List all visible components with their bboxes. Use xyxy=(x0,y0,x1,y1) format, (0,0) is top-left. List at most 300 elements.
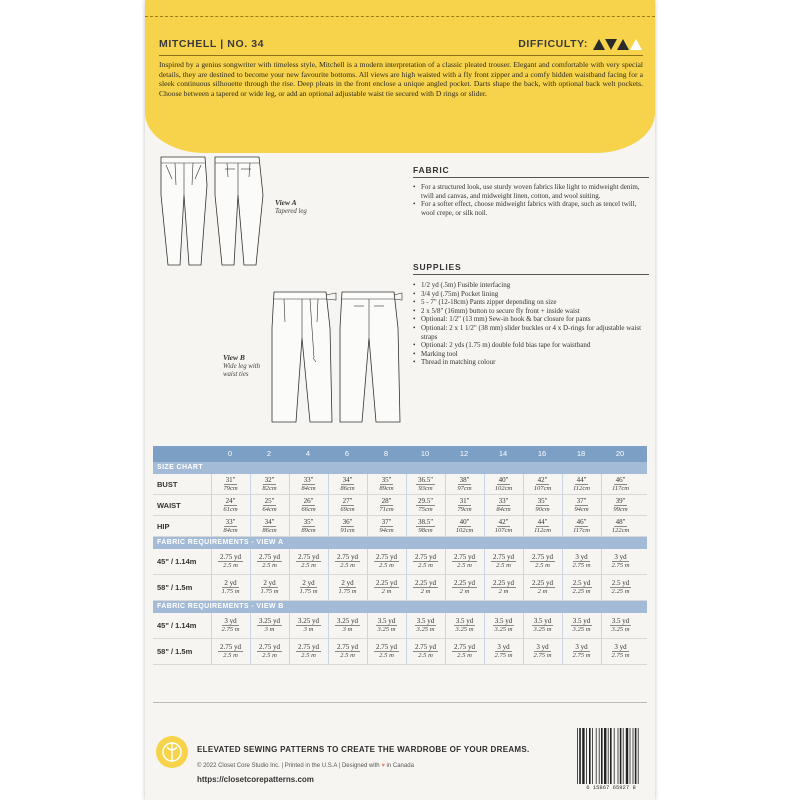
table-cell xyxy=(601,639,639,664)
table-cell xyxy=(562,474,600,494)
cell-value-secondary: 1.75 m xyxy=(260,588,279,595)
pattern-name: MITCHELL | NO. 34 xyxy=(159,38,265,50)
cell-value-secondary: 117cm xyxy=(572,526,591,534)
cell-value-primary: 34" xyxy=(264,517,275,526)
barcode-bar xyxy=(586,728,587,784)
supply-item: • Optional: 2 x 1 1/2" (38 mm) slider buckles or 4 x D-rings for adjustable waist straps xyxy=(413,324,651,341)
table-cell xyxy=(289,549,327,574)
view-a-illustration xyxy=(155,155,270,270)
cell-value-primary: 2.25 yd xyxy=(415,579,436,587)
cell-value-secondary: 2 m xyxy=(420,588,431,595)
cell-value-primary: 2.75 yd xyxy=(337,553,358,561)
cell-value-primary: 3 yd xyxy=(614,643,627,651)
cell-value-secondary: 3.25 m xyxy=(533,626,552,633)
cell-value-secondary: 2.75 m xyxy=(611,652,630,659)
cell-value-primary: 33" xyxy=(225,517,236,526)
cell-value-secondary: 79cm xyxy=(223,484,238,492)
size-header-cell: 10 xyxy=(420,449,430,458)
table-cell xyxy=(406,495,444,515)
table-cell xyxy=(289,474,327,494)
table-cell xyxy=(406,639,444,664)
cell-value-secondary: 84cm xyxy=(301,484,316,492)
table-cell xyxy=(523,639,561,664)
cell-value-secondary: 69cm xyxy=(340,505,355,513)
table-row xyxy=(153,516,647,537)
cell-value-secondary: 2.5 m xyxy=(340,562,355,569)
cell-value-secondary: 2 m xyxy=(459,588,470,595)
barcode-bar xyxy=(614,728,615,784)
fabric-list xyxy=(413,183,651,217)
table-cell xyxy=(328,639,366,664)
fabric-rule xyxy=(413,177,649,178)
cell-value-secondary: 86cm xyxy=(340,484,355,492)
cell-value-secondary: 98cm xyxy=(418,526,433,534)
cell-value-primary: 3.5 yd xyxy=(455,617,474,625)
cell-value-secondary: 86cm xyxy=(262,526,277,534)
pattern-back-sheet xyxy=(145,0,655,800)
table-cell xyxy=(250,613,288,638)
table-row xyxy=(153,495,647,516)
cell-value-primary: 42" xyxy=(537,475,548,484)
barcode-number: 6 15867 65927 8 xyxy=(586,784,636,791)
cell-value-primary: 3 yd xyxy=(224,617,237,625)
cell-value-secondary: 2.5 m xyxy=(457,652,472,659)
cell-value-primary: 40" xyxy=(498,475,509,484)
credits-text-end: in Canada xyxy=(386,763,414,769)
table-cell xyxy=(445,613,483,638)
view-b-illustration xyxy=(270,288,405,428)
cell-value-secondary: 61cm xyxy=(223,505,238,513)
table-cell xyxy=(445,495,483,515)
cell-value-secondary: 122cm xyxy=(611,526,630,534)
cell-value-secondary: 3.25 m xyxy=(494,626,513,633)
cell-value-primary: 37" xyxy=(576,496,587,505)
table-cell xyxy=(250,495,288,515)
table-section-heading: SIZE CHART xyxy=(153,462,647,474)
table-cell xyxy=(406,613,444,638)
cell-value-secondary: 2.75 m xyxy=(572,562,591,569)
row-label: BUST xyxy=(157,479,178,489)
row-label: HIP xyxy=(157,521,170,531)
table-cell xyxy=(289,495,327,515)
cell-value-primary: 35" xyxy=(537,496,548,505)
cell-value-primary: 2.75 yd xyxy=(337,643,358,651)
cell-value-primary: 3 yd xyxy=(614,553,627,561)
table-cell xyxy=(367,639,405,664)
cell-value-primary: 29.5" xyxy=(417,496,434,505)
size-header-cell: 12 xyxy=(459,449,469,458)
barcode-bar xyxy=(618,728,619,784)
cell-value-primary: 38.5" xyxy=(417,517,434,526)
table-cell xyxy=(367,516,405,536)
title-row xyxy=(159,38,643,54)
barcode-bar xyxy=(633,728,634,784)
cell-value-secondary: 2.5 m xyxy=(379,652,394,659)
table-cell xyxy=(250,474,288,494)
cell-value-primary: 3.5 yd xyxy=(572,617,591,625)
table-cell xyxy=(523,575,561,600)
cell-value-primary: 46" xyxy=(615,475,626,484)
heart-icon: ♥ xyxy=(381,763,385,769)
cell-value-primary: 3.5 yd xyxy=(377,617,396,625)
title-rule xyxy=(159,55,643,56)
table-cell xyxy=(289,613,327,638)
size-header-row xyxy=(153,446,647,462)
barcode-bar xyxy=(610,728,612,784)
table-cell xyxy=(328,575,366,600)
table-cell xyxy=(484,575,522,600)
cell-value-primary: 35" xyxy=(303,517,314,526)
table-cell xyxy=(523,495,561,515)
cell-value-secondary: 97cm xyxy=(457,484,472,492)
table-row xyxy=(153,613,647,639)
cell-value-secondary: 2.5 m xyxy=(301,562,316,569)
table-cell xyxy=(484,549,522,574)
table-cell xyxy=(367,549,405,574)
cell-value-secondary: 2.5 m xyxy=(262,652,277,659)
cell-value-primary: 36" xyxy=(342,517,353,526)
mountain-triangles-icon xyxy=(593,39,643,50)
barcode-bar xyxy=(608,728,609,784)
cell-value-secondary: 99cm xyxy=(613,505,628,513)
cell-value-primary: 2.75 yd xyxy=(454,553,475,561)
cell-value-secondary: 3.25 m xyxy=(611,626,630,633)
cell-value-primary: 3.5 yd xyxy=(611,617,630,625)
table-cell xyxy=(406,474,444,494)
cell-value-primary: 2.75 yd xyxy=(454,643,475,651)
cell-value-primary: 39" xyxy=(615,496,626,505)
table-cell xyxy=(367,495,405,515)
table-cell xyxy=(445,575,483,600)
table-cell xyxy=(562,495,600,515)
cell-value-secondary: 2.75 m xyxy=(611,562,630,569)
cell-value-primary: 25" xyxy=(264,496,275,505)
table-cell xyxy=(484,639,522,664)
size-header-cell: 18 xyxy=(576,449,586,458)
barcode-bar xyxy=(579,728,581,784)
table-cell xyxy=(601,474,639,494)
cell-value-secondary: 2.5 m xyxy=(301,652,316,659)
table-cell xyxy=(289,575,327,600)
cell-value-secondary: 102cm xyxy=(455,526,474,534)
cell-value-primary: 2.5 yd xyxy=(611,579,630,587)
row-label: 45" / 1.14m xyxy=(157,621,197,630)
cell-value-primary: 24" xyxy=(225,496,236,505)
footer-divider xyxy=(153,702,647,703)
cell-value-primary: 2.75 yd xyxy=(220,643,241,651)
cell-value-primary: 37" xyxy=(381,517,392,526)
cell-value-secondary: 107cm xyxy=(533,484,552,492)
table-cell xyxy=(523,613,561,638)
barcode-bar xyxy=(582,728,584,784)
size-header-cell: 14 xyxy=(498,449,508,458)
cell-value-secondary: 93cm xyxy=(418,484,433,492)
table-cell xyxy=(445,516,483,536)
cell-value-primary: 2.25 yd xyxy=(532,579,553,587)
supply-item: • Marking tool xyxy=(413,350,651,359)
cell-value-secondary: 2.5 m xyxy=(379,562,394,569)
table-cell xyxy=(250,516,288,536)
fabric-item: • For a structured look, use sturdy woven fabrics like light to midweight denim, twill and canvas, and midweight linen, cotton, and wool suiting. xyxy=(413,183,651,200)
cell-value-primary: 33" xyxy=(303,475,314,484)
cell-value-secondary: 112cm xyxy=(533,526,552,534)
barcode-bar xyxy=(623,728,624,784)
row-label: 58" / 1.5m xyxy=(157,583,193,592)
intro-paragraph: Inspired by a genius songwriter with timeless style, Mitchell is a modern interpretation of a classic pleated trouser. Elegant and comfortable with very special details, they are destined to become your new favourite bottoms. All views are high waisted with a fly front zipper and a comfy hidden waistband facing for a sleek continuous silhouette through the rise. Deep pleats in the front enclose a unique angled pocket. Darts shape the back, with optional back welt pockets. Choose between a tapered or wide leg, or add an optional adjustable waist tie secured with D rings or slider. xyxy=(159,60,643,98)
size-table xyxy=(153,446,647,665)
size-header-cell: 2 xyxy=(266,449,272,458)
table-cell xyxy=(562,549,600,574)
table-cell xyxy=(250,549,288,574)
cell-value-primary: 3.5 yd xyxy=(416,617,435,625)
barcode-bar xyxy=(604,728,606,784)
barcode-bar xyxy=(635,728,637,784)
cell-value-primary: 3 yd xyxy=(536,643,549,651)
cell-value-secondary: 117cm xyxy=(611,484,630,492)
cell-value-primary: 34" xyxy=(342,475,353,484)
cell-value-primary: 2.75 yd xyxy=(259,553,280,561)
barcode xyxy=(575,728,647,784)
table-cell xyxy=(211,474,249,494)
cell-value-primary: 32" xyxy=(264,475,275,484)
cell-value-primary: 42" xyxy=(498,517,509,526)
supply-item: • 2 x 5/8" (16mm) button to secure fly front + inside waist xyxy=(413,307,651,316)
cell-value-primary: 2.75 yd xyxy=(376,553,397,561)
table-cell xyxy=(445,549,483,574)
table-cell xyxy=(289,639,327,664)
cell-value-primary: 33" xyxy=(498,496,509,505)
size-header-cell: 16 xyxy=(537,449,547,458)
cell-value-primary: 27" xyxy=(342,496,353,505)
cell-value-secondary: 84cm xyxy=(496,505,511,513)
cell-value-secondary: 2.5 m xyxy=(418,562,433,569)
cell-value-secondary: 2.75 m xyxy=(572,652,591,659)
size-header-cell: 6 xyxy=(344,449,350,458)
table-cell xyxy=(211,613,249,638)
fabric-item: • For a softer effect, choose midweight fabrics with drape, such as tencel twill, wool crepe, or silk noil. xyxy=(413,200,651,217)
cell-value-primary: 2 yd xyxy=(224,579,237,587)
cell-value-secondary: 89cm xyxy=(379,484,394,492)
row-label: 45" / 1.14m xyxy=(157,557,197,566)
difficulty-label: DIFFICULTY: xyxy=(518,38,588,50)
cell-value-primary: 3.5 yd xyxy=(533,617,552,625)
size-header-cell: 0 xyxy=(227,449,233,458)
table-cell xyxy=(328,613,366,638)
cell-value-secondary: 107cm xyxy=(494,526,513,534)
cell-value-primary: 2 yd xyxy=(263,579,276,587)
cell-value-secondary: 2.5 m xyxy=(457,562,472,569)
cell-value-secondary: 82cm xyxy=(262,484,277,492)
table-cell xyxy=(367,474,405,494)
cell-value-secondary: 2.5 m xyxy=(223,562,238,569)
cell-value-primary: 31" xyxy=(459,496,470,505)
website-link[interactable]: https://closetcorepatterns.com xyxy=(197,775,314,784)
cell-value-secondary: 84cm xyxy=(223,526,238,534)
table-cell xyxy=(211,549,249,574)
table-section-heading: FABRIC REQUIREMENTS - VIEW A xyxy=(153,537,647,549)
cell-value-primary: 2.75 yd xyxy=(259,643,280,651)
size-header-cell: 20 xyxy=(615,449,625,458)
cell-value-primary: 31" xyxy=(225,475,236,484)
view-b-desc: Wide leg with waist ties xyxy=(223,363,261,378)
table-cell xyxy=(406,575,444,600)
table-cell xyxy=(445,474,483,494)
table-cell xyxy=(562,613,600,638)
header-dash-line xyxy=(145,16,655,17)
table-cell xyxy=(523,549,561,574)
supply-item: • 5 - 7" (12-18cm) Pants zipper depending on size xyxy=(413,298,651,307)
fabric-heading: FABRIC xyxy=(413,165,450,175)
table-cell xyxy=(211,495,249,515)
barcode-bar xyxy=(596,728,597,784)
cell-value-secondary: 2.75 m xyxy=(494,652,513,659)
size-header-cell: 4 xyxy=(305,449,311,458)
supply-item: • Optional: 2 yds (1.75 m) double fold bias tape for waistband xyxy=(413,341,651,350)
table-cell xyxy=(367,575,405,600)
row-label: WAIST xyxy=(157,500,181,510)
cell-value-secondary: 1.75 m xyxy=(221,588,240,595)
table-cell xyxy=(601,516,639,536)
supply-item: • Thread in matching colour xyxy=(413,358,651,367)
cell-value-primary: 2.5 yd xyxy=(572,579,591,587)
table-cell xyxy=(601,549,639,574)
view-b-title: View B xyxy=(223,353,245,362)
table-cell xyxy=(562,516,600,536)
cell-value-secondary: 79cm xyxy=(457,505,472,513)
cell-value-secondary: 3.25 m xyxy=(572,626,591,633)
cell-value-primary: 2.75 yd xyxy=(415,643,436,651)
cell-value-primary: 26" xyxy=(303,496,314,505)
cell-value-secondary: 2.5 m xyxy=(535,562,550,569)
cell-value-secondary: 2.25 m xyxy=(572,588,591,595)
table-cell xyxy=(250,639,288,664)
table-cell xyxy=(328,549,366,574)
cell-value-secondary: 64cm xyxy=(262,505,277,513)
cell-value-primary: 3 yd xyxy=(575,643,588,651)
table-cell xyxy=(289,516,327,536)
cell-value-secondary: 2 m xyxy=(381,588,392,595)
barcode-bar xyxy=(601,728,603,784)
table-cell xyxy=(406,549,444,574)
cell-value-primary: 38" xyxy=(459,475,470,484)
table-cell xyxy=(211,639,249,664)
supplies-list xyxy=(413,281,651,367)
table-cell xyxy=(562,639,600,664)
cell-value-secondary: 2 m xyxy=(498,588,509,595)
cell-value-primary: 2 yd xyxy=(341,579,354,587)
cell-value-primary: 3.25 yd xyxy=(298,617,319,625)
cell-value-primary: 3 yd xyxy=(497,643,510,651)
cell-value-secondary: 1.75 m xyxy=(299,588,318,595)
cell-value-secondary: 66cm xyxy=(301,505,316,513)
cell-value-primary: 3.25 yd xyxy=(337,617,358,625)
cell-value-primary: 2.75 yd xyxy=(298,553,319,561)
barcode-bar xyxy=(638,728,639,784)
cell-value-primary: 35" xyxy=(381,475,392,484)
table-cell xyxy=(211,575,249,600)
supplies-heading: SUPPLIES xyxy=(413,262,462,272)
table-row xyxy=(153,474,647,495)
cell-value-primary: 2.25 yd xyxy=(376,579,397,587)
supply-item: • 1/2 yd (.5m) Fusible interfacing xyxy=(413,281,651,290)
cell-value-secondary: 91cm xyxy=(340,526,355,534)
table-cell xyxy=(484,516,522,536)
table-cell xyxy=(562,575,600,600)
table-cell xyxy=(328,474,366,494)
cell-value-secondary: 1.75 m xyxy=(338,588,357,595)
cell-value-secondary: 2.75 m xyxy=(533,652,552,659)
cell-value-secondary: 94cm xyxy=(574,505,589,513)
cell-value-secondary: 3 m xyxy=(264,626,275,633)
cell-value-primary: 40" xyxy=(459,517,470,526)
cell-value-secondary: 2 m xyxy=(537,588,548,595)
barcode-bar xyxy=(620,728,622,784)
barcode-bar xyxy=(589,728,591,784)
table-section-heading: FABRIC REQUIREMENTS - VIEW B xyxy=(153,601,647,613)
table-row xyxy=(153,575,647,601)
barcode-bar xyxy=(626,728,628,784)
size-header-cell: 8 xyxy=(383,449,389,458)
cell-value-secondary: 2.75 m xyxy=(221,626,240,633)
cell-value-secondary: 89cm xyxy=(301,526,316,534)
cell-value-secondary: 2.5 m xyxy=(262,562,277,569)
table-cell xyxy=(484,495,522,515)
view-a-desc: Tapered leg xyxy=(275,208,307,215)
cell-value-secondary: 3.25 m xyxy=(455,626,474,633)
footer-credits xyxy=(197,763,414,769)
cell-value-secondary: 94cm xyxy=(379,526,394,534)
cell-value-primary: 2.75 yd xyxy=(415,553,436,561)
table-cell xyxy=(250,575,288,600)
credits-text: © 2022 Closet Core Studio Inc. | Printed in the U.S.A | Designed with xyxy=(197,763,380,769)
closet-core-logo-icon xyxy=(155,735,189,769)
cell-value-primary: 46" xyxy=(576,517,587,526)
cell-value-primary: 2.75 yd xyxy=(532,553,553,561)
row-label: 58" / 1.5m xyxy=(157,647,193,656)
cell-value-secondary: 90cm xyxy=(535,505,550,513)
table-cell xyxy=(406,516,444,536)
table-cell xyxy=(445,639,483,664)
cell-value-primary: 2.25 yd xyxy=(454,579,475,587)
cell-value-primary: 2.75 yd xyxy=(298,643,319,651)
view-a-title: View A xyxy=(275,198,297,207)
cell-value-secondary: 2.25 m xyxy=(611,588,630,595)
cell-value-secondary: 3.25 m xyxy=(377,626,396,633)
supplies-rule xyxy=(413,274,649,275)
cell-value-primary: 3 yd xyxy=(575,553,588,561)
cell-value-primary: 2.75 yd xyxy=(220,553,241,561)
cell-value-secondary: 71cm xyxy=(379,505,394,513)
cell-value-secondary: 3.25 m xyxy=(416,626,435,633)
cell-value-primary: 2.75 yd xyxy=(376,643,397,651)
cell-value-primary: 2.25 yd xyxy=(493,579,514,587)
barcode-bar xyxy=(630,728,631,784)
cell-value-primary: 44" xyxy=(537,517,548,526)
cell-value-secondary: 112cm xyxy=(572,484,591,492)
cell-value-primary: 44" xyxy=(576,475,587,484)
cell-value-primary: 2.75 yd xyxy=(493,553,514,561)
cell-value-primary: 48" xyxy=(615,517,626,526)
cell-value-secondary: 75cm xyxy=(418,505,433,513)
cell-value-secondary: 2.5 m xyxy=(496,562,511,569)
table-cell xyxy=(601,613,639,638)
table-cell xyxy=(601,495,639,515)
table-cell xyxy=(211,516,249,536)
cell-value-secondary: 2.5 m xyxy=(340,652,355,659)
table-row xyxy=(153,639,647,665)
barcode-bar xyxy=(592,728,593,784)
table-cell xyxy=(484,613,522,638)
